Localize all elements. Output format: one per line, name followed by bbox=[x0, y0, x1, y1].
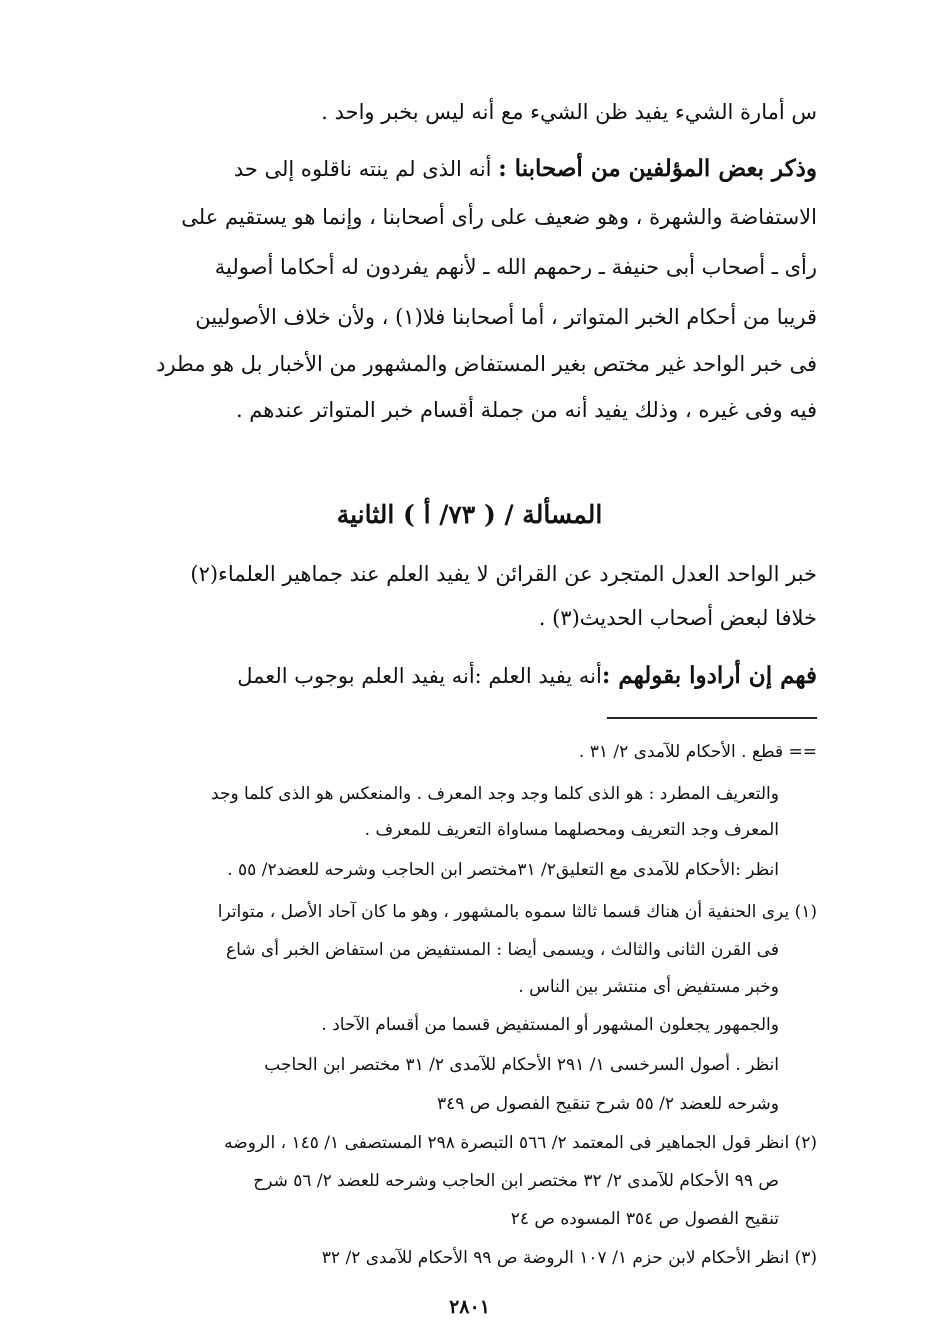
paragraph-3-lead: فهم إن أرادوا بقولهم : bbox=[601, 662, 817, 689]
footnote-line: وخبر مستفيض أى منتشر بين الناس . bbox=[518, 977, 779, 997]
paragraph-1-line-4: قريبا من أحكام الخبر المتواتر ، أما أصحابنا فلا(١) ، ولأن خلاف الأصوليين bbox=[195, 305, 817, 329]
paragraph-3-rest: أنه يفيد العلم :أنه يفيد العلم بوجوب العمل bbox=[237, 664, 602, 688]
footnote-line: ص ٩٩ الأحكام للآمدى ٢/ ٣٢ مختصر ابن الحاجب وشرحه للعضد ٢/ ٥٦ شرح bbox=[253, 1171, 779, 1191]
footnote-1: (١) يرى الحنفية أن هناك قسما ثالثا سموه بالمشهور ، وهو ما كان آحاد الأصل ، متواترا bbox=[217, 902, 817, 922]
paragraph-1-line-1-rest: أنه الذى لم ينته ناقلوه إلى حد bbox=[233, 157, 499, 181]
paragraph-1-line-2: الاستفاضة والشهرة ، وهو ضعيف على رأى أصحابنا ، وإنما هو يستقيم على bbox=[181, 205, 817, 229]
paragraph-1-line-3: رأى ـ أصحاب أبى حنيفة ـ رحمهم الله ـ لأنهم يفردون له أحكاما أصولية bbox=[214, 255, 817, 279]
page-number: ٢٨٠١ bbox=[449, 1296, 490, 1318]
section-heading: المسألة / ( ٧٣/ أ ) الثانية bbox=[336, 500, 603, 529]
footnote-line: انظر :الأحكام للآمدى مع التعليق٢/ ٣١مختصر ابن الحاجب وشرحه للعضد٢/ ٥٥ . bbox=[227, 860, 779, 880]
paragraph-1-lead: وذكر بعض المؤلفين من أصحابنا : bbox=[498, 155, 817, 182]
paragraph-2-line-1: خبر الواحد العدل المتجرد عن القرائن لا يفيد العلم عند جماهير العلماء(٢) bbox=[190, 562, 817, 586]
footnote-line: فى القرن الثانى والثالث ، ويسمى أيضا : المستفيض من استفاض الخبر أى شاع bbox=[225, 940, 779, 960]
paragraph-3-line-1 bbox=[237, 662, 817, 689]
paragraph-1-line-5: فى خبر الواحد غير مختص بغير المستفاض والمشهور من الأخبار بل هو مطرد bbox=[156, 352, 817, 376]
paragraph-1-line-6: فيه وفى غيره ، وذلك يفيد أنه من جملة أقسام خبر المتواتر عندهم . bbox=[235, 398, 817, 422]
footnote-divider bbox=[607, 717, 817, 719]
intro-line: س أمارة الشيء يفيد ظن الشيء مع أنه ليس بخبر واحد . bbox=[321, 100, 817, 124]
paragraph-2-line-2: خلافا لبعض أصحاب الحديث(٣) . bbox=[538, 606, 817, 630]
footnote-line: == قطع . الأحكام للآمدى ٢/ ٣١ . bbox=[578, 742, 817, 762]
footnote-line: المعرف وجد التعريف ومحصلهما مساواة التعريف للمعرف . bbox=[364, 820, 779, 840]
footnote-2: (٢) انظر قول الجماهير فى المعتمد ٢/ ٥٦٦ التبصرة ٢٩٨ المستصفى ١/ ١٤٥ ، الروضه bbox=[224, 1133, 817, 1153]
footnote-line: والتعريف المطرد : هو الذى كلما وجد وجد المعرف . والمنعكس هو الذى كلما وجد bbox=[211, 784, 779, 804]
footnote-3: (٣) انظر الأحكام لابن حزم ١/ ١٠٧ الروضة ص ٩٩ الأحكام للآمدى ٢/ ٣٢ bbox=[321, 1248, 817, 1268]
footnote-line: تنقيح الفصول ص ٣٥٤ المسوده ص ٢٤ bbox=[510, 1209, 779, 1229]
footnote-line: والجمهور يجعلون المشهور أو المستفيض قسما من أقسام الآحاد . bbox=[321, 1015, 779, 1035]
paragraph-1-line-1 bbox=[234, 155, 817, 182]
footnote-line: وشرحه للعضد ٢/ ٥٥ شرح تنقيح الفصول ص ٣٤٩ bbox=[436, 1094, 779, 1114]
footnote-line: انظر . أصول السرخسى ١/ ٢٩١ الأحكام للآمدى ٢/ ٣١ مختصر ابن الحاجب bbox=[264, 1055, 779, 1075]
